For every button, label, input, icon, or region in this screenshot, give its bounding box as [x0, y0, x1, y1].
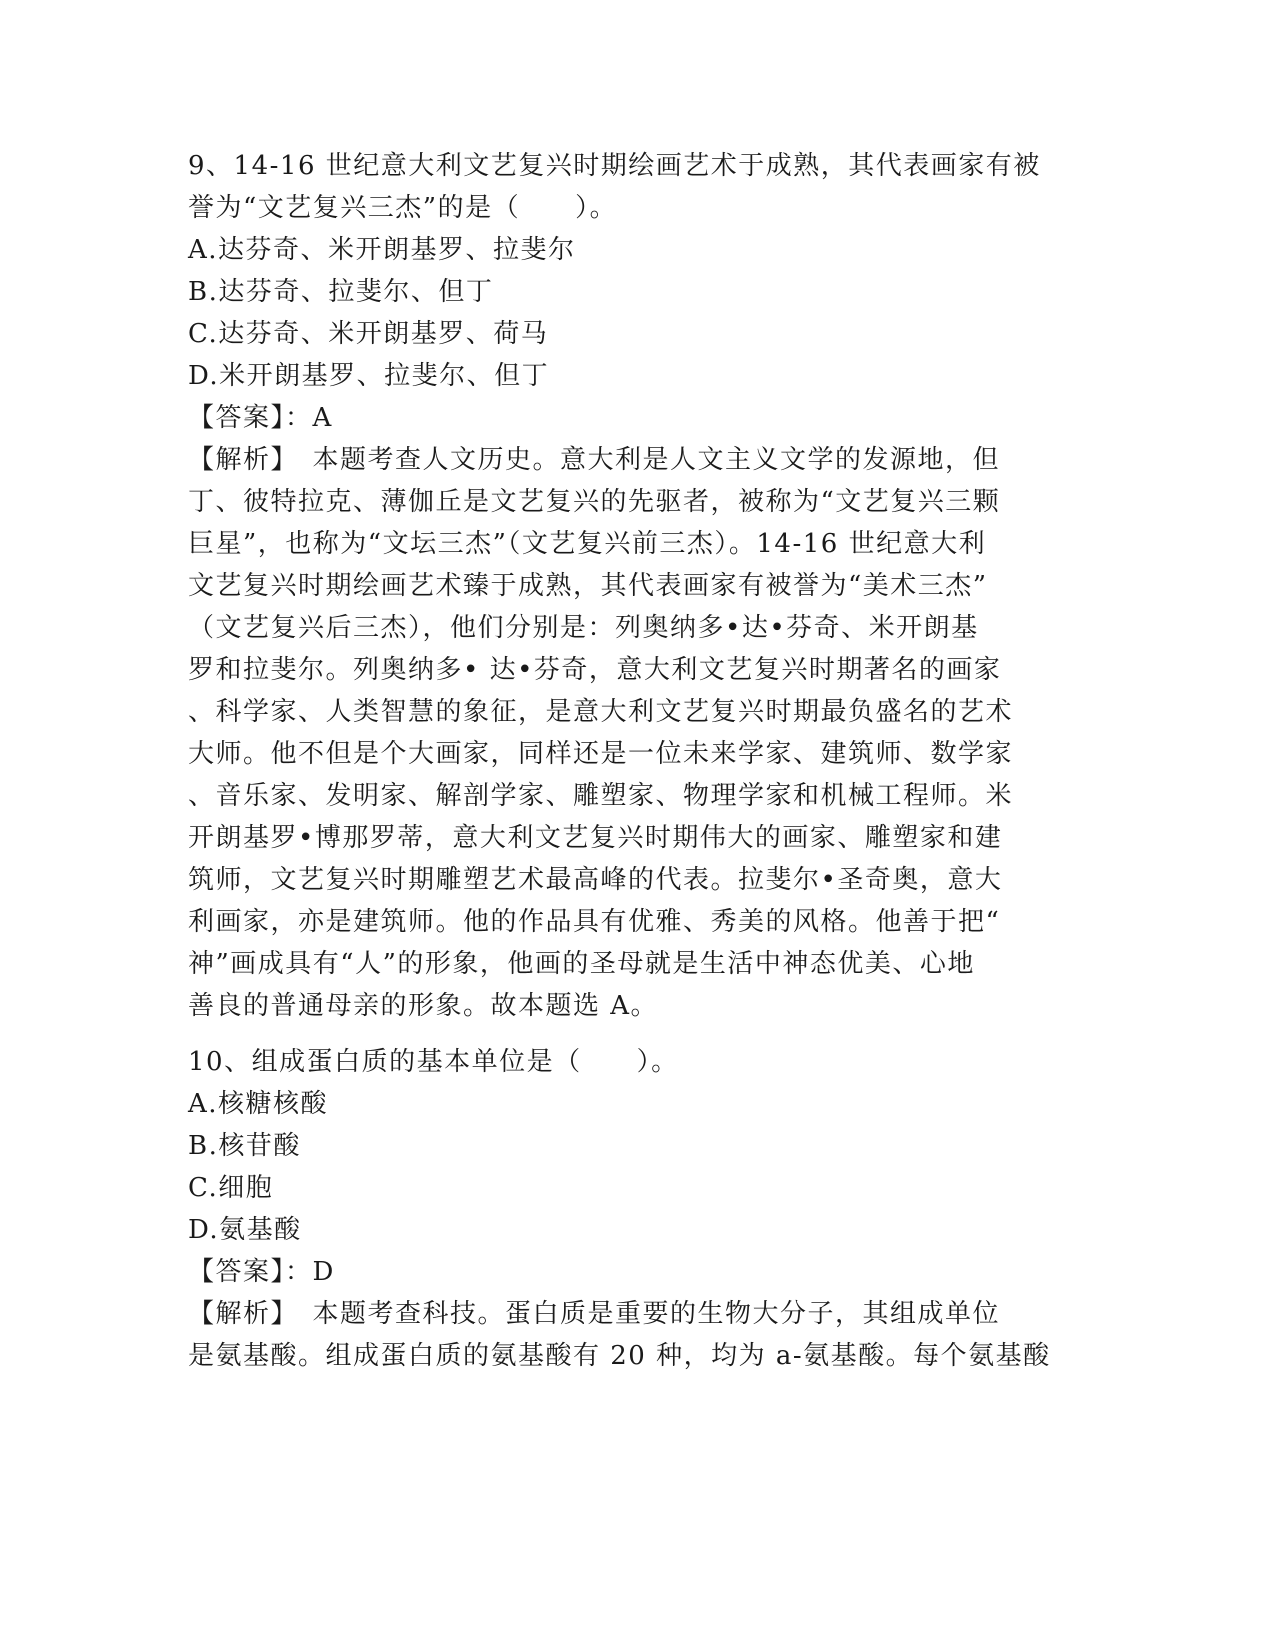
analysis-line: 大师。他不但是个大画家，同样还是一位未来学家、建筑师、数学家: [188, 739, 1014, 769]
question-9: [188, 145, 1088, 1027]
analysis-line: 【解析】 本题考查人文历史。意大利是人文主义文学的发源地，但: [188, 445, 1001, 475]
option-b: B.核苷酸: [188, 1131, 301, 1161]
document-page: [188, 145, 1088, 1377]
analysis-line: 、音乐家、发明家、解剖学家、雕塑家、物理学家和机械工程师。米: [188, 781, 1014, 811]
question-10: [188, 1041, 1088, 1377]
analysis-line: 开朗基罗•博那罗蒂，意大利文艺复兴时期伟大的画家、雕塑家和建: [188, 823, 1003, 853]
analysis-line: 巨星”，也称为“文坛三杰”（文艺复兴前三杰）。14-16 世纪意大利: [188, 529, 987, 559]
analysis-line: 利画家，亦是建筑师。他的作品具有优雅、秀美的风格。他善于把“: [188, 907, 1001, 937]
question-stem-line: 9、14-16 世纪意大利文艺复兴时期绘画艺术于成熟，其代表画家有被: [188, 151, 1041, 181]
option-a: A.达芬奇、米开朗基罗、拉斐尔: [188, 235, 576, 265]
question-spacer: [188, 1027, 1088, 1041]
question-stem-line: 10、组成蛋白质的基本单位是（ ）。: [188, 1047, 679, 1077]
option-c: C.达芬奇、米开朗基罗、荷马: [188, 319, 549, 349]
option-c: C.细胞: [188, 1173, 274, 1203]
analysis-line: （文艺复兴后三杰），他们分别是：列奥纳多•达•芬奇、米开朗基: [188, 613, 979, 643]
analysis-line: 善良的普通母亲的形象。故本题选 A。: [188, 991, 659, 1021]
answer-line: 【答案】：D: [188, 1257, 335, 1287]
analysis-line: 文艺复兴时期绘画艺术臻于成熟，其代表画家有被誉为“美术三杰”: [188, 571, 988, 601]
analysis-line: 是氨基酸。组成蛋白质的氨基酸有 20 种，均为 a-氨基酸。每个氨基酸: [188, 1341, 1051, 1371]
answer-line: 【答案】：A: [188, 403, 333, 433]
analysis-line: 神”画成具有“人”的形象，他画的圣母就是生活中神态优美、心地: [188, 949, 975, 979]
option-d: D.氨基酸: [188, 1215, 302, 1245]
analysis-line: 罗和拉斐尔。列奥纳多• 达•芬奇，意大利文艺复兴时期著名的画家: [188, 655, 1002, 685]
analysis-line: 筑师，文艺复兴时期雕塑艺术最高峰的代表。拉斐尔•圣奇奥，意大: [188, 865, 1003, 895]
question-stem-line: 誉为“文艺复兴三杰”的是（ ）。: [188, 193, 618, 223]
option-a: A.核糖核酸: [188, 1089, 329, 1119]
analysis-line: 、科学家、人类智慧的象征，是意大利文艺复兴时期最负盛名的艺术: [188, 697, 1014, 727]
option-d: D.米开朗基罗、拉斐尔、但丁: [188, 361, 550, 391]
analysis-line: 丁、彼特拉克、薄伽丘是文艺复兴的先驱者，被称为“文艺复兴三颗: [188, 487, 1001, 517]
option-b: B.达芬奇、拉斐尔、但丁: [188, 277, 494, 307]
analysis-line: 【解析】 本题考查科技。蛋白质是重要的生物大分子，其组成单位: [188, 1299, 1001, 1329]
